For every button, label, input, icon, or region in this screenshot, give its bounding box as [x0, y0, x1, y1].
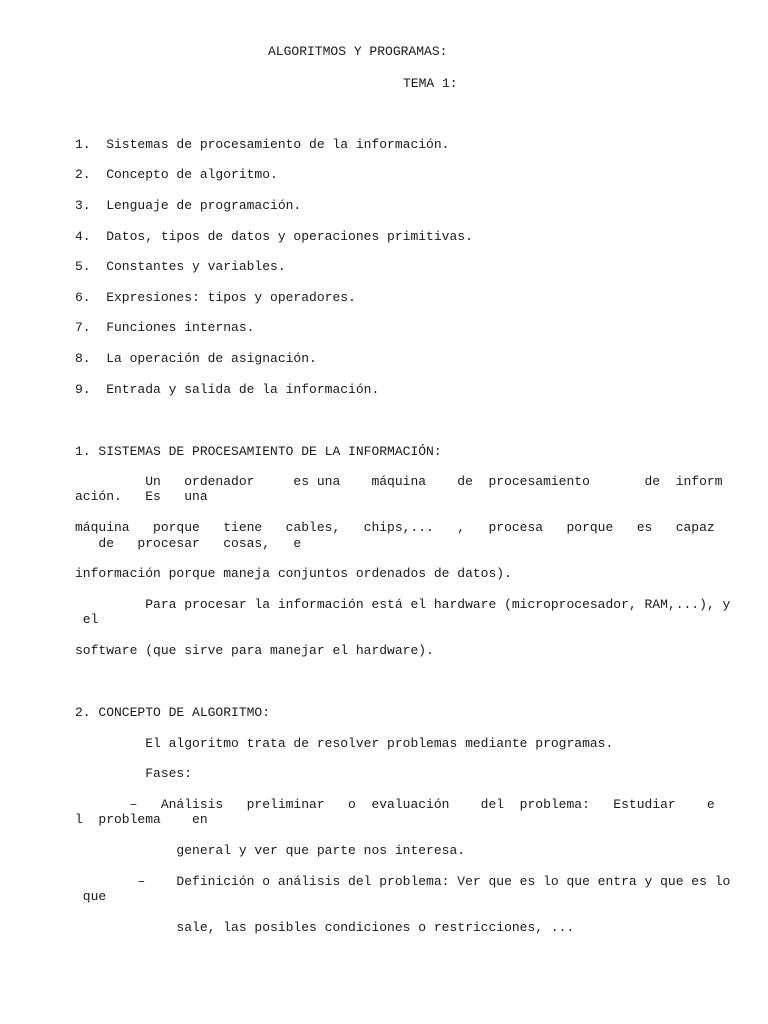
list-item-line: que	[75, 889, 107, 904]
toc-item: 5. Constantes y variables.	[75, 259, 286, 274]
paragraph-line: ación. Es una	[75, 489, 208, 504]
paragraph-line: Para procesar la información está el hardware (microprocesador, RAM,...), y	[75, 597, 731, 612]
section-heading: 2. CONCEPTO DE ALGORITMO:	[75, 705, 271, 720]
paragraph-line: de procesar cosas, e	[75, 536, 302, 551]
paragraph-line: El algoritmo trata de resolver problemas mediante programas.	[75, 736, 614, 751]
toc-item: 2. Concepto de algoritmo.	[75, 167, 278, 182]
paragraph-line: el	[75, 612, 99, 627]
toc-item: 7. Funciones internas.	[75, 320, 255, 335]
toc-item: 9. Entrada y salida de la información.	[75, 382, 380, 397]
list-item-line: sale, las posibles condiciones o restricciones, ...	[75, 920, 575, 935]
list-item-line: general y ver que parte nos interesa.	[75, 843, 466, 858]
paragraph-line: información porque maneja conjuntos ordenados de datos).	[75, 566, 512, 581]
section-heading: 1. SISTEMAS DE PROCESAMIENTO DE LA INFORMACIÓN:	[75, 444, 442, 459]
paragraph-line: máquina porque tiene cables, chips,... , procesa porque es capaz	[75, 520, 715, 535]
list-item-line: l problema en	[75, 812, 208, 827]
document-title: ALGORITMOS Y PROGRAMAS:	[268, 44, 448, 59]
toc-item: 1. Sistemas de procesamiento de la información.	[75, 137, 450, 152]
list-item-line: – Definición o análisis del problema: Ver que es lo que entra y que es lo	[75, 874, 731, 889]
paragraph-line: Un ordenador es una máquina de procesamiento de inform	[75, 474, 723, 489]
paragraph-line: Fases:	[75, 766, 193, 781]
toc-item: 3. Lenguaje de programación.	[75, 198, 302, 213]
document-subtitle: TEMA 1:	[403, 76, 458, 91]
toc-item: 4. Datos, tipos de datos y operaciones primitivas.	[75, 229, 473, 244]
paragraph-line: software (que sirve para manejar el hardware).	[75, 643, 434, 658]
toc-item: 6. Expresiones: tipos y operadores.	[75, 290, 356, 305]
list-item-line: – Análisis preliminar o evaluación del problema: Estudiar e	[75, 797, 715, 812]
toc-item: 8. La operación de asignación.	[75, 351, 317, 366]
